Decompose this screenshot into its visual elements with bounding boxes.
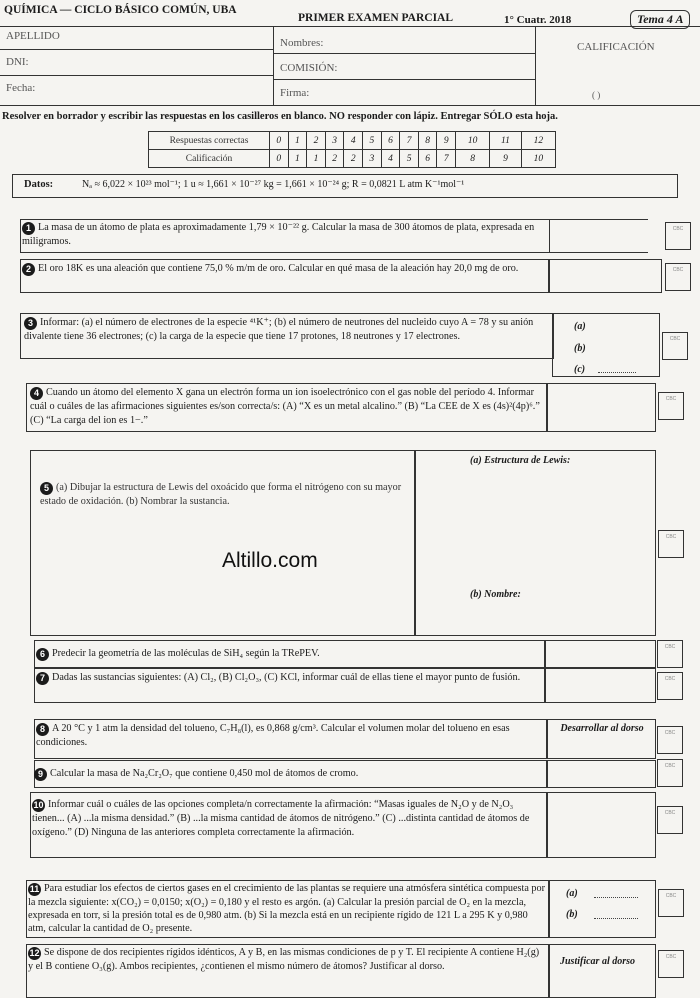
- score-row1-cell: 6: [381, 132, 400, 150]
- score-row1-cell: 8: [418, 132, 437, 150]
- cbc-box-12: CBC: [658, 950, 684, 978]
- term: 1° Cuatr. 2018: [504, 14, 572, 26]
- question-5: 5 (a) Dibujar la estructura de Lewis del oxoácido que forma el nitrógeno con su mayor estado de oxidación. (b) Nombrar la sustancia.: [40, 482, 402, 507]
- question-1: 1 La masa de un átomo de plata es aproximadamente 1,79 × 10⁻²² g. Calcular la masa de 300 átomos de plata, expresada en miligramos.: [22, 222, 535, 247]
- calificacion-label: CALIFICACIÓN: [577, 41, 655, 53]
- dorso-label: Desarrollar al dorso: [560, 723, 644, 734]
- justificar-label: Justificar al dorso: [560, 956, 636, 967]
- score-row1-cell: 4: [344, 132, 363, 150]
- q3-b-label: (b): [574, 343, 586, 354]
- dni-field[interactable]: DNI:: [6, 56, 29, 68]
- q3-c-dots: [598, 372, 636, 373]
- cbc-box-9: CBC: [657, 759, 683, 787]
- q11-answer[interactable]: [548, 880, 656, 938]
- score-row1-cell: 9: [437, 132, 456, 150]
- question-6: 6 Predecir la geometría de las moléculas de SiH₄ según la TRePEV.: [36, 647, 542, 661]
- q11-a-dots: [594, 897, 638, 898]
- score-row2-cell: 4: [381, 150, 400, 168]
- fecha-field[interactable]: Fecha:: [6, 82, 36, 94]
- calificacion-paren: ( ): [592, 90, 601, 100]
- q3-answer[interactable]: [552, 313, 660, 377]
- score-row1-cell: 2: [307, 132, 326, 150]
- score-row2-cell: 8: [456, 150, 490, 168]
- q4-answer[interactable]: [546, 383, 656, 432]
- score-row1-cell: 11: [490, 132, 522, 150]
- question-7: 7 Dadas las sustancias siguientes: (A) Cl₂, (B) Cl₂O₃, (C) KCl, informar cuál de ellas tiene el mayor punto de fusión.: [36, 671, 542, 685]
- cbc-box-8: CBC: [657, 726, 683, 754]
- cbc-box-2: CBC: [665, 263, 691, 291]
- q3-c-label: (c): [574, 364, 586, 375]
- q11-b-label: (b): [566, 909, 578, 920]
- score-row2-cell: 5: [400, 150, 419, 168]
- score-row2-cell: 10: [521, 150, 555, 168]
- q12-answer[interactable]: [548, 944, 656, 998]
- tema-badge: Tema 4 A: [630, 10, 690, 29]
- score-row2-cell: 1: [288, 150, 307, 168]
- cbc-box-6: CBC: [657, 640, 683, 668]
- nombre-label: (b) Nombre:: [470, 589, 521, 600]
- question-3: 3 Informar: (a) el número de electrones de la especie ⁴¹K⁺; (b) el número de neutrones del nucleido cuyo A = 78 y su anión divalente tiene 36 electrones; (c) la carga de la especie que tiene 17 protones, 18 neutrones y 17 electrones.: [24, 317, 534, 342]
- datos-label: Datos:: [24, 179, 54, 190]
- apellido-field[interactable]: APELLIDO: [6, 30, 60, 42]
- score-row2-label: Calificación: [149, 150, 270, 168]
- comision-field[interactable]: COMISIÓN:: [280, 62, 338, 74]
- question-2: 2 El oro 18K es una aleación que contiene 75,0 % m/m de oro. Calcular en qué masa de la aleación hay 20,0 mg de oro.: [22, 262, 546, 276]
- question-12: 12 Se dispone de dos recipientes rígidos idénticos, A y B, en las mismas condiciones de p y T. El recipiente A contiene H₂(g) y el B contiene O₃(g). Ambos recipientes, ¿contienen el mismo número de átomos? Justificar al dorso.: [28, 947, 540, 972]
- q7-answer[interactable]: [544, 668, 656, 703]
- firma-field[interactable]: Firma:: [280, 87, 310, 99]
- instructions: Resolver en borrador y escribir las respuestas en los casilleros en blanco. NO responder con lápiz. Entregar SÓLO esta hoja.: [2, 111, 558, 122]
- score-row1-cell: 5: [363, 132, 382, 150]
- score-row2-cell: 0: [270, 150, 289, 168]
- score-table: [148, 131, 556, 168]
- question-11: 11 Para estudiar los efectos de ciertos gases en el crecimiento de las plantas se requiere una atmósfera sintética compuesta por la mezcla siguiente: x(CO₂) = 0,0150; x(O₂) = 0,180 y el resto es argón. (a) Calcular la presión parcial de O₂ en la mezcla, expresada en torr, si la presión total es de 0,980 atm. (b) Si la mezcla está en un recipiente rígido de 121 L a 295 K y 0,980 atm, calcular la cantidad de O₂ presente.: [28, 883, 545, 934]
- q11-a-label: (a): [566, 888, 578, 899]
- q2-answer[interactable]: [548, 259, 662, 293]
- score-row2-cell: 1: [307, 150, 326, 168]
- q3-a-label: (a): [574, 321, 586, 332]
- question-4: 4 Cuando un átomo del elemento X gana un electrón forma un ion isoelectrónico con el gas noble del período 4. Informar cuál o cuáles de las afirmaciones siguientes es/son correcta/s: (A) “X es un metal alcalino.” (B) “La CEE de X es (4s)²(4p)⁶.” (C) “La carga del ion es 1−.”: [30, 387, 540, 426]
- score-row1-cell: 7: [400, 132, 419, 150]
- q11-b-dots: [594, 918, 638, 919]
- datos-text: Nₐ ≈ 6,022 × 10²³ mol⁻¹; 1 u ≈ 1,661 × 10⁻²⁷ kg = 1,661 × 10⁻²⁴ g; R = 0,0821 L atm K⁻¹mol⁻¹: [82, 179, 465, 190]
- cbc-box-11: CBC: [658, 889, 684, 917]
- score-row2-cell: 3: [363, 150, 382, 168]
- score-row1-cell: 3: [325, 132, 344, 150]
- q9-answer[interactable]: [546, 760, 656, 788]
- nombres-field[interactable]: Nombres:: [280, 37, 324, 49]
- score-row1-label: Respuestas correctas: [149, 132, 270, 150]
- q1-answer[interactable]: [548, 219, 648, 253]
- score-row1-cell: 1: [288, 132, 307, 150]
- q10-answer[interactable]: [546, 792, 656, 858]
- score-row2-cell: 6: [418, 150, 437, 168]
- score-row2-cell: 2: [344, 150, 363, 168]
- score-row1-cell: 10: [456, 132, 490, 150]
- score-row1-cell: 12: [521, 132, 555, 150]
- cbc-box-4: CBC: [658, 392, 684, 420]
- q5-answer[interactable]: [414, 450, 656, 636]
- q5-box: [30, 450, 416, 636]
- exam-title: PRIMER EXAMEN PARCIAL: [298, 12, 454, 24]
- score-row2-cell: 7: [437, 150, 456, 168]
- cbc-box-10: CBC: [657, 806, 683, 834]
- cbc-box-7: CBC: [657, 672, 683, 700]
- lewis-label: (a) Estructura de Lewis:: [470, 455, 571, 466]
- score-row2-cell: 2: [325, 150, 344, 168]
- q6-answer[interactable]: [544, 640, 656, 668]
- cbc-box-3: CBC: [662, 332, 688, 360]
- institution: QUÍMICA — CICLO BÁSICO COMÚN, UBA: [4, 4, 237, 16]
- watermark: Altillo.com: [222, 549, 318, 572]
- cbc-box-1: CBC: [665, 222, 691, 250]
- question-10: 10 Informar cuál o cuáles de las opciones completa/n correctamente la afirmación: “Masas iguales de N₂O y de N₂O₃ tienen... (A) ...la misma densidad.” (B) ...la misma cantidad de átomos de nitrógeno.” (C) ...distinta cantidad de átomos de oxígeno.” (D) Ninguna de las anteriores completa correctamente la afirmación.: [32, 799, 530, 838]
- question-9: 9 Calcular la masa de Na₂Cr₂O₇ que contiene 0,450 mol de átomos de cromo.: [34, 767, 544, 781]
- score-row1-cell: 0: [270, 132, 289, 150]
- question-8: 8 A 20 °C y 1 atm la densidad del tolueno, C₇H₈(l), es 0,868 g/cm³. Calcular el volumen molar del tolueno en esas condiciones.: [36, 723, 510, 748]
- score-row2-cell: 9: [490, 150, 522, 168]
- cbc-box-5: CBC: [658, 530, 684, 558]
